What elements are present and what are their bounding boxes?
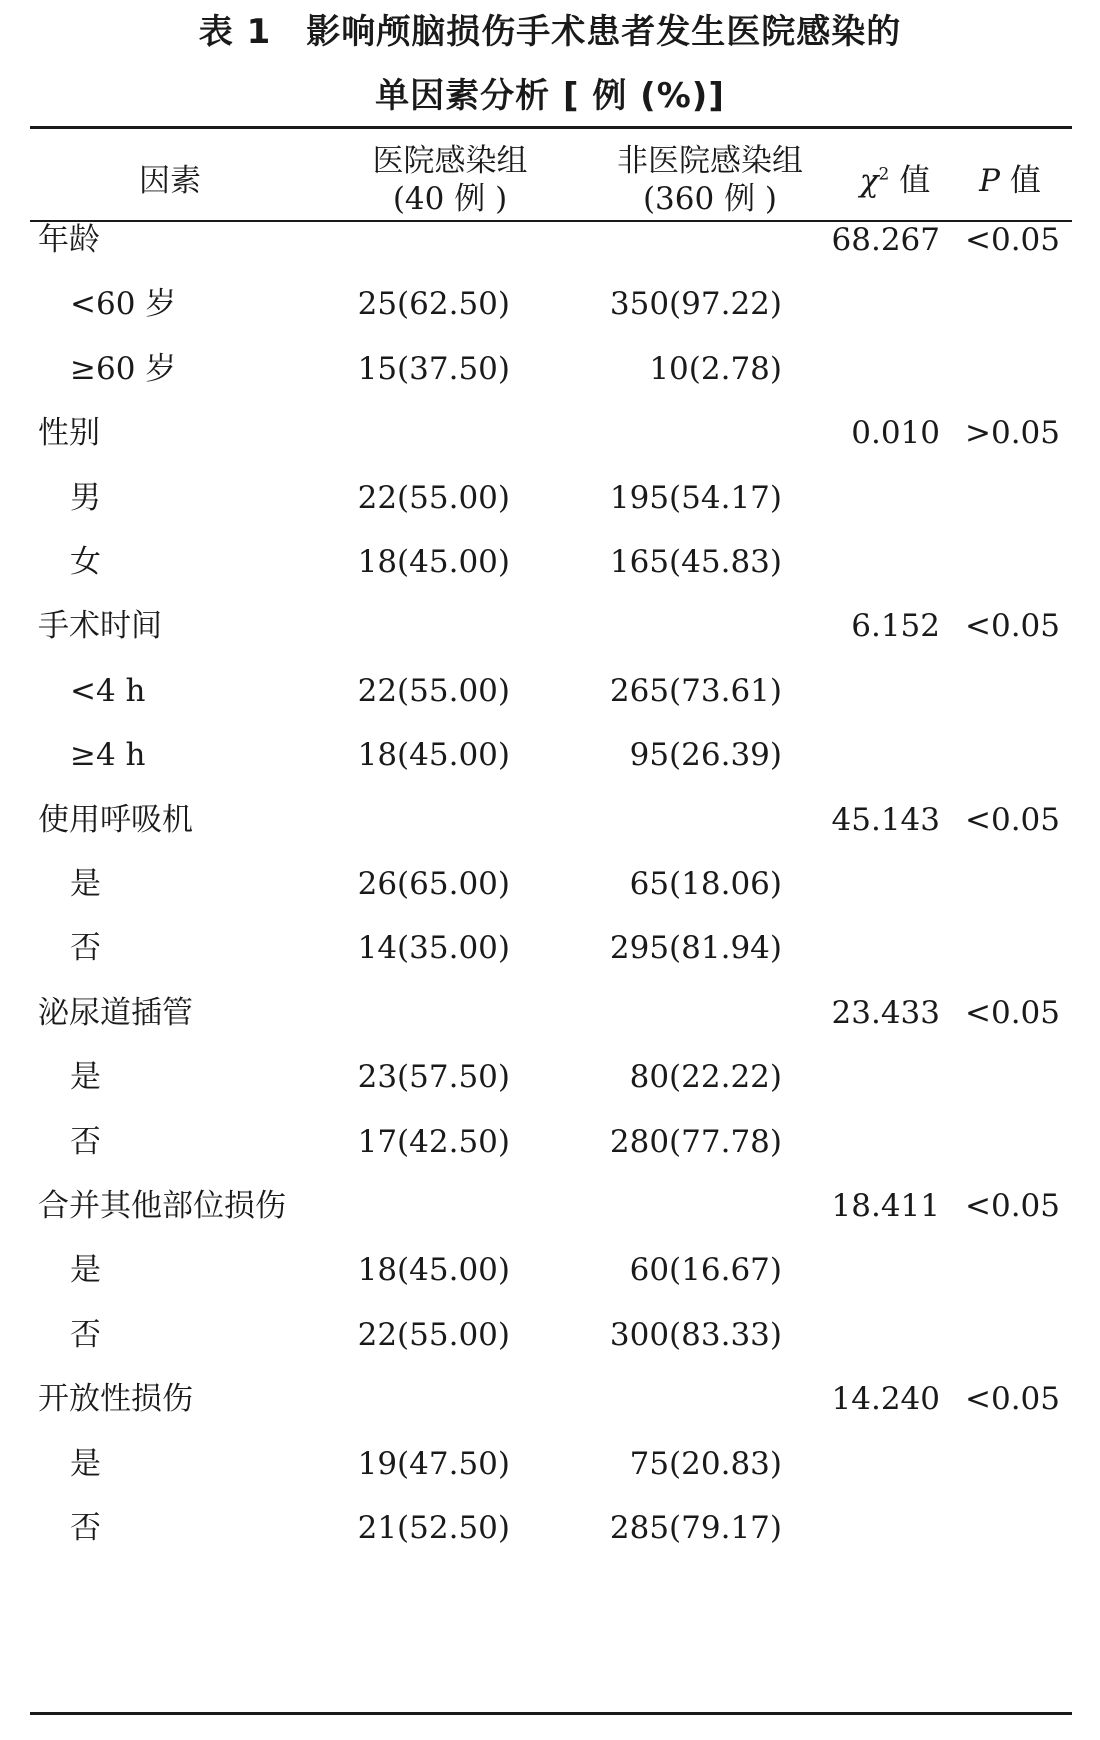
non-infected-cell: 285(79.17): [609, 1510, 782, 1546]
table-row-level: [0, 723, 1100, 787]
table-row-factor: [0, 208, 1100, 272]
non-infected-cell: 80(22.22): [629, 1059, 782, 1096]
p-value-cell: <0.05: [965, 608, 1060, 645]
header-infected-group: [340, 142, 560, 218]
factor-cell: 是: [70, 866, 101, 902]
top-rule: [30, 126, 1072, 129]
table-row-level: [0, 337, 1100, 401]
factor-cell: 手术时间: [38, 608, 162, 645]
factor-cell: 男: [70, 479, 101, 516]
table-row-factor: [0, 594, 1100, 658]
infected-cell: 22(55.00): [357, 672, 510, 709]
table-subtitle: 单因素分析 [ 例 (%)]: [375, 76, 725, 116]
infected-cell: 18(45.00): [357, 1252, 510, 1289]
non-infected-cell: 350(97.22): [609, 286, 782, 323]
p-value-cell: <0.05: [965, 1188, 1060, 1224]
table-row-level: [0, 466, 1100, 530]
infected-cell: 26(65.00): [357, 866, 510, 902]
factor-cell: ≥4 h: [70, 737, 146, 774]
factor-cell: 年龄: [38, 222, 100, 258]
p-value-cell: >0.05: [965, 415, 1060, 452]
factor-cell: 是: [70, 1059, 101, 1096]
table-row-level: [0, 1303, 1100, 1367]
factor-cell: 是: [70, 1445, 101, 1482]
header-infected-count: (40 例 ): [392, 181, 508, 217]
header-chi-square: [845, 162, 945, 200]
factor-cell: 泌尿道插管: [38, 994, 193, 1031]
non-infected-cell: 280(77.78): [609, 1123, 782, 1160]
infected-cell: 21(52.50): [357, 1510, 510, 1546]
table-row-factor: [0, 401, 1100, 465]
header-non-infected-group: [580, 142, 840, 218]
header-non-infected-label: 非医院感染组: [617, 143, 803, 179]
chi-suffix: 值: [889, 163, 931, 199]
table-row-factor: [0, 1174, 1100, 1238]
factor-cell: <60 岁: [70, 286, 177, 323]
p-value-cell: <0.05: [965, 1381, 1060, 1418]
bottom-rule: [30, 1712, 1072, 1715]
chi-square-cell: 68.267: [831, 222, 940, 258]
non-infected-cell: 75(20.83): [629, 1445, 782, 1482]
header-factor: 因素: [139, 163, 201, 199]
factor-cell: <4 h: [70, 672, 146, 709]
factor-cell: 否: [70, 1316, 101, 1353]
non-infected-cell: 195(54.17): [609, 479, 782, 516]
infected-cell: 17(42.50): [357, 1123, 510, 1160]
p-value-cell: <0.05: [965, 801, 1060, 838]
non-infected-cell: 295(81.94): [609, 930, 782, 967]
chi-superscript: 2: [878, 164, 890, 185]
infected-cell: 15(37.50): [357, 350, 510, 387]
infected-cell: 25(62.50): [357, 286, 510, 323]
non-infected-cell: 65(18.06): [629, 866, 782, 902]
factor-cell: 开放性损伤: [38, 1381, 193, 1418]
non-infected-cell: 10(2.78): [649, 350, 782, 387]
chi-square-cell: 14.240: [831, 1381, 940, 1418]
table-row-factor: [0, 1367, 1100, 1431]
factor-cell: 是: [70, 1252, 101, 1289]
chi-square-cell: 18.411: [831, 1188, 940, 1224]
factor-cell: 合并其他部位损伤: [38, 1188, 286, 1224]
table-row-level: [0, 1238, 1100, 1302]
table-row-level: [0, 852, 1100, 916]
table-row-factor: [0, 788, 1100, 852]
table-row-level: [0, 1432, 1100, 1496]
table-row-level: [0, 1045, 1100, 1109]
infected-cell: 19(47.50): [357, 1445, 510, 1482]
infected-cell: 18(45.00): [357, 544, 510, 580]
factor-cell: 否: [70, 930, 101, 967]
p-value-cell: <0.05: [965, 222, 1060, 258]
header-non-infected-count: (360 例 ): [642, 181, 778, 217]
factor-cell: 使用呼吸机: [38, 801, 193, 838]
table-row-level: [0, 916, 1100, 980]
non-infected-cell: 95(26.39): [629, 737, 782, 774]
infected-cell: 22(55.00): [357, 479, 510, 516]
chi-square-cell: 0.010: [851, 415, 940, 452]
table-row-factor: [0, 981, 1100, 1045]
non-infected-cell: 300(83.33): [609, 1316, 782, 1353]
factor-cell: ≥60 岁: [70, 350, 177, 387]
table-row-level: [0, 1496, 1100, 1560]
table-row-level: [0, 1110, 1100, 1174]
factor-cell: 否: [70, 1123, 101, 1160]
header-infected-label: 医院感染组: [372, 143, 528, 179]
infected-cell: 14(35.00): [357, 930, 510, 967]
table-row-level: [0, 659, 1100, 723]
p-symbol: P: [979, 163, 1000, 199]
chi-square-cell: 6.152: [851, 608, 940, 645]
header-p-value: [955, 162, 1065, 200]
infected-cell: 23(57.50): [357, 1059, 510, 1096]
chi-square-cell: 23.433: [831, 994, 940, 1031]
p-value-cell: <0.05: [965, 994, 1060, 1031]
non-infected-cell: 265(73.61): [609, 672, 782, 709]
chi-symbol: χ: [859, 163, 879, 199]
non-infected-cell: 165(45.83): [609, 544, 782, 580]
factor-cell: 性别: [38, 415, 100, 452]
factor-cell: 否: [70, 1510, 101, 1546]
factor-cell: 女: [70, 544, 101, 580]
table-title: 表 1 影响颅脑损伤手术患者发生医院感染的: [198, 12, 902, 52]
table-row-level: [0, 272, 1100, 336]
chi-square-cell: 45.143: [831, 801, 940, 838]
p-suffix: 值: [1000, 163, 1041, 199]
table-row-level: [0, 530, 1100, 594]
infected-cell: 22(55.00): [357, 1316, 510, 1353]
non-infected-cell: 60(16.67): [629, 1252, 782, 1289]
infected-cell: 18(45.00): [357, 737, 510, 774]
